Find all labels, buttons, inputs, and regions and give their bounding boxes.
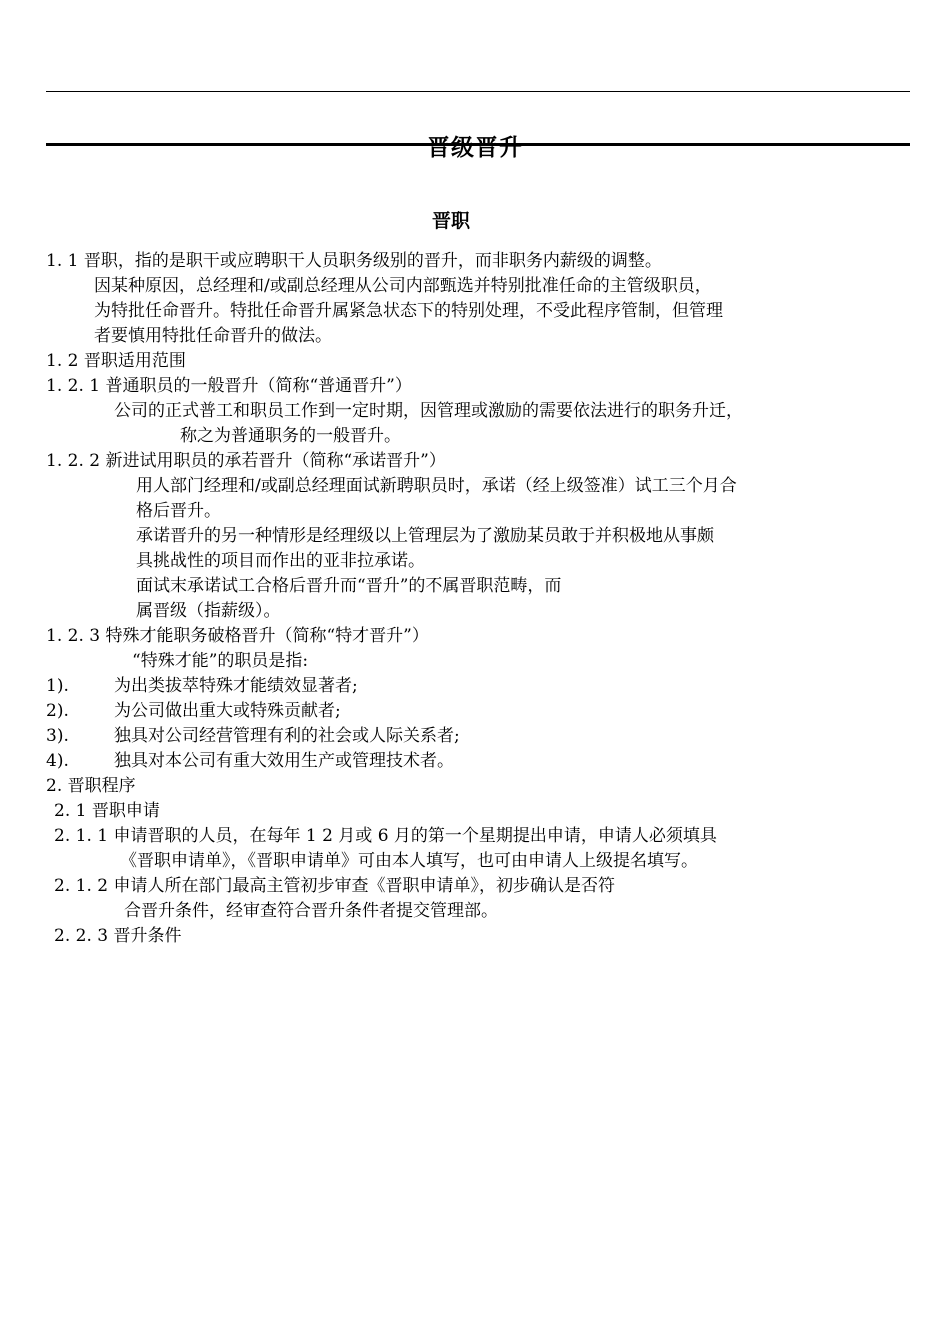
paragraph-line: 属晋级（指薪级）。: [136, 601, 281, 621]
list-item-text: 为出类拔萃特殊才能绩效显著者;: [114, 676, 358, 696]
paragraph-line: 合晋升条件，经审查符合晋升条件者提交管理部。: [124, 901, 498, 921]
list-item: [46, 749, 454, 774]
section-line: 1. 2 晋职适用范围: [46, 351, 186, 371]
list-item-text: 独具对本公司有重大效用生产或管理技术者。: [114, 751, 454, 771]
paragraph-line: 承诺晋升的另一种情形是经理级以上管理层为了激励某员敢于并积极地从事颇: [136, 526, 714, 546]
list-marker: 3).: [46, 726, 69, 746]
list-item-text: 独具对公司经营管理有利的社会或人际关系者;: [114, 726, 460, 746]
list-item: [46, 699, 341, 724]
list-marker: 1).: [46, 676, 69, 696]
paragraph-line: 具挑战性的项目而作出的亚非拉承诺。: [136, 551, 425, 571]
paragraph-line: “特殊才能”的职员是指:: [132, 651, 309, 671]
paragraph-line: 称之为普通职务的一般晋升。: [180, 426, 401, 446]
section-line: 2. 2. 3 晋升条件: [54, 926, 182, 946]
section-heading: 晋职: [431, 210, 470, 232]
paragraph-line: 为特批任命晋升。特批任命晋升属紧急状态下的特别处理，不受此程序管制，但管理: [94, 301, 723, 321]
section-line: 2. 1 晋职申请: [54, 801, 160, 821]
paragraph-line: 用人部门经理和/或副总经理面试新聘职员时，承诺（经上级签准）试工三个月合: [136, 476, 737, 496]
list-item: [46, 674, 358, 699]
section-line: 1. 2. 1 普通职员的一般晋升（简称“普通晋升”）: [46, 376, 412, 396]
list-item: [46, 724, 460, 749]
paragraph-line: 者要慎用特批任命晋升的做法。: [94, 326, 332, 346]
paragraph-line: 1. 1 晋职，指的是职干或应聘职干人员职务级别的晋升，而非职务内薪级的调整。: [46, 251, 662, 271]
paragraph-line: 格后晋升。: [136, 501, 221, 521]
list-item-text: 为公司做出重大或特殊贡献者;: [114, 701, 341, 721]
section-line: 2. 晋职程序: [46, 776, 136, 796]
list-marker: 4).: [46, 751, 69, 771]
paragraph-line: 《晋职申请单》，《晋职申请单》可由本人填写，也可由申请人上级提名填写。: [120, 851, 698, 871]
top-rule: [46, 91, 910, 92]
section-line: 2. 1. 2 申请人所在部门最高主管初步审查《晋职申请单》，初步确认是否符: [54, 876, 615, 896]
paragraph-line: 公司的正式普工和职员工作到一定时期，因管理或激励的需要依法进行的职务升迁，: [114, 401, 743, 421]
list-marker: 2).: [46, 701, 69, 721]
section-line: 1. 2. 2 新进试用职员的承若晋升（简称“承诺晋升”）: [46, 451, 446, 471]
document-title: 晋级晋升: [427, 135, 523, 161]
section-line: 1. 2. 3 特殊才能职务破格晋升（简称“特才晋升”）: [46, 626, 429, 646]
paragraph-line: 因某种原因，总经理和/或副总经理从公司内部甄选并特别批准任命的主管级职员，: [94, 276, 712, 296]
section-line: 2. 1. 1 申请晋职的人员，在每年 1 2 月或 6 月的第一个星期提出申请，申请人必须填具: [54, 826, 717, 846]
paragraph-line: 面试末承诺试工合格后晋升而“晋升”的不属晋职范畴，而: [136, 576, 562, 596]
